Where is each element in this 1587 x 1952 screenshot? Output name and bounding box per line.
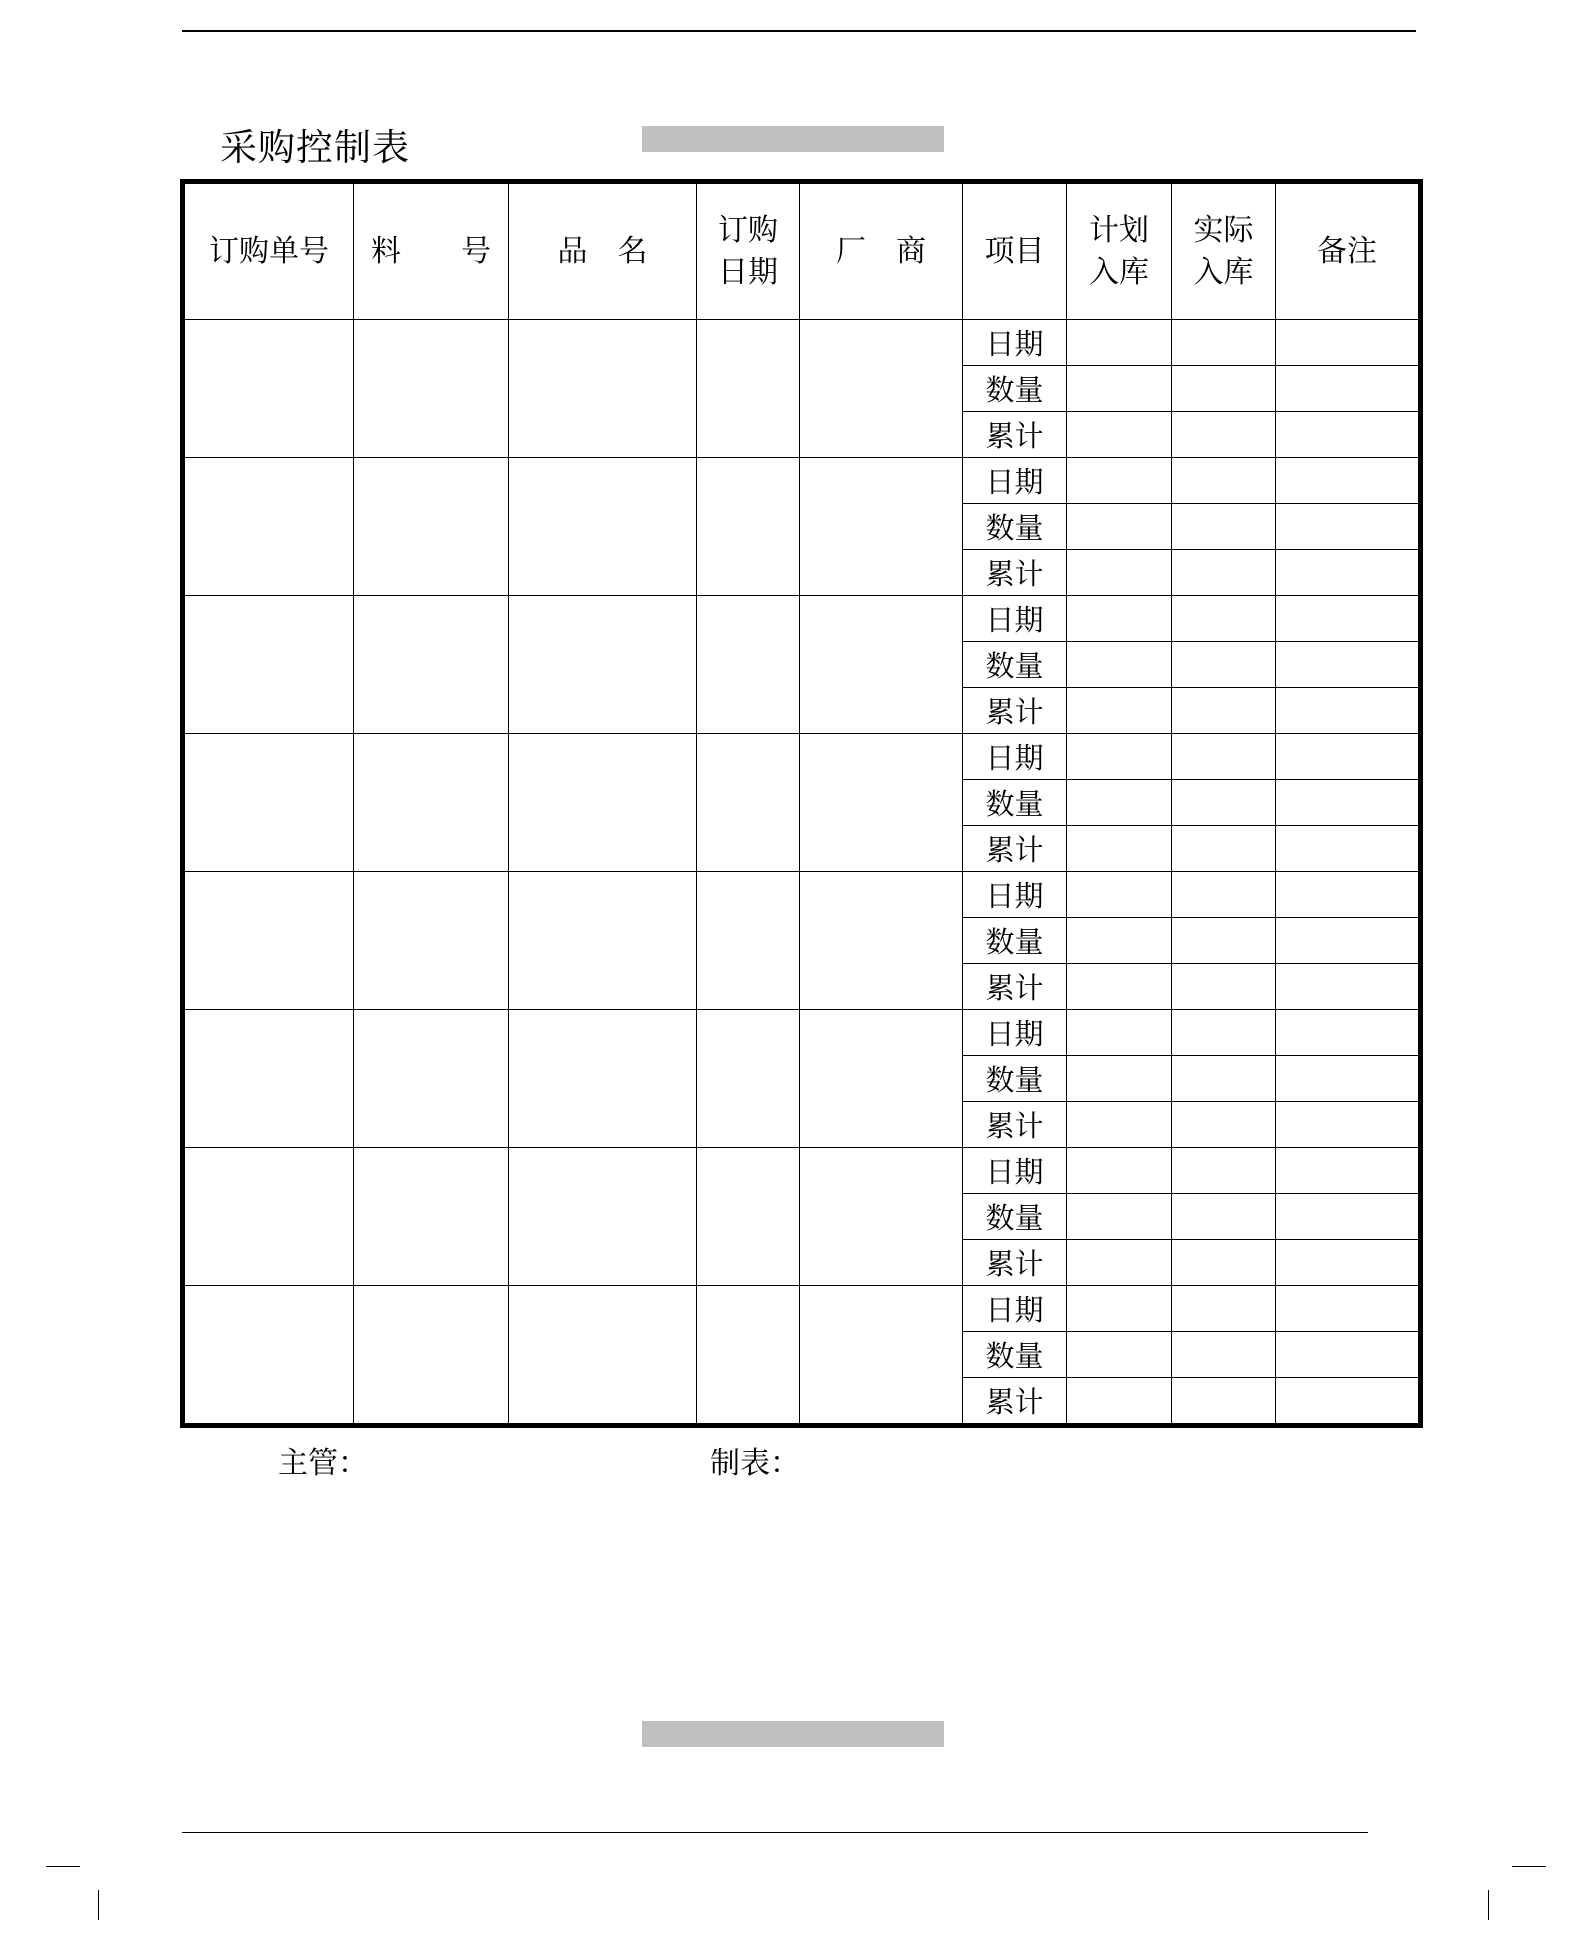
header-order-number bbox=[183, 182, 354, 320]
cell-remarks[interactable] bbox=[1276, 1332, 1421, 1378]
cell-actual-receipt[interactable] bbox=[1172, 872, 1276, 918]
cell-order-number[interactable] bbox=[183, 1286, 354, 1426]
cell-planned-receipt[interactable] bbox=[1067, 320, 1172, 366]
cell-actual-receipt[interactable] bbox=[1172, 1240, 1276, 1286]
cell-actual-receipt[interactable] bbox=[1172, 918, 1276, 964]
cell-remarks[interactable] bbox=[1276, 918, 1421, 964]
cell-item-label: 累计 bbox=[963, 1378, 1067, 1426]
header-remarks bbox=[1276, 182, 1421, 320]
cell-part-number[interactable] bbox=[354, 596, 509, 734]
cell-order-date[interactable] bbox=[697, 734, 800, 872]
cell-vendor[interactable] bbox=[800, 320, 963, 458]
cell-planned-receipt[interactable] bbox=[1067, 458, 1172, 504]
cell-planned-receipt[interactable] bbox=[1067, 642, 1172, 688]
header-vendor-label: 厂 商 bbox=[836, 233, 926, 269]
cell-remarks[interactable] bbox=[1276, 366, 1421, 412]
cell-item-label: 数量 bbox=[963, 642, 1067, 688]
table-row bbox=[183, 734, 1421, 780]
header-row bbox=[183, 182, 1421, 320]
cell-order-number[interactable] bbox=[183, 320, 354, 458]
table-row bbox=[183, 320, 1421, 366]
cell-item-label: 数量 bbox=[963, 1056, 1067, 1102]
cell-product-name[interactable] bbox=[509, 320, 697, 458]
cell-item-label: 累计 bbox=[963, 964, 1067, 1010]
cell-planned-receipt[interactable] bbox=[1067, 1056, 1172, 1102]
cell-remarks[interactable] bbox=[1276, 872, 1421, 918]
header-remarks-label: 备注 bbox=[1317, 233, 1377, 269]
cell-actual-receipt[interactable] bbox=[1172, 550, 1276, 596]
cell-planned-receipt[interactable] bbox=[1067, 918, 1172, 964]
cell-order-date[interactable] bbox=[697, 1286, 800, 1426]
header-actual-receipt-label: 实际 入库 bbox=[1193, 212, 1254, 290]
cell-actual-receipt[interactable] bbox=[1172, 1332, 1276, 1378]
cell-remarks[interactable] bbox=[1276, 458, 1421, 504]
cell-planned-receipt[interactable] bbox=[1067, 550, 1172, 596]
crop-mark-left-horizontal bbox=[46, 1866, 80, 1867]
cell-planned-receipt[interactable] bbox=[1067, 872, 1172, 918]
header-part-number-label: 料 号 bbox=[371, 233, 491, 269]
bottom-rule bbox=[182, 1832, 1368, 1833]
cell-planned-receipt[interactable] bbox=[1067, 1378, 1172, 1426]
top-rule bbox=[182, 30, 1416, 32]
cell-part-number[interactable] bbox=[354, 1010, 509, 1148]
cell-item-label: 累计 bbox=[963, 1102, 1067, 1148]
cell-remarks[interactable] bbox=[1276, 1194, 1421, 1240]
cell-remarks[interactable] bbox=[1276, 1010, 1421, 1056]
cell-planned-receipt[interactable] bbox=[1067, 1148, 1172, 1194]
cell-actual-receipt[interactable] bbox=[1172, 412, 1276, 458]
cell-planned-receipt[interactable] bbox=[1067, 1102, 1172, 1148]
table-row bbox=[183, 596, 1421, 642]
supervisor-signature-label: 主管： bbox=[278, 1446, 368, 1481]
cell-planned-receipt[interactable] bbox=[1067, 780, 1172, 826]
cell-actual-receipt[interactable] bbox=[1172, 734, 1276, 780]
cell-item-label: 数量 bbox=[963, 918, 1067, 964]
cell-order-date[interactable] bbox=[697, 596, 800, 734]
cell-vendor[interactable] bbox=[800, 1286, 963, 1426]
cell-order-number[interactable] bbox=[183, 596, 354, 734]
header-planned-receipt bbox=[1067, 182, 1172, 320]
header-product-name-label: 品 名 bbox=[557, 233, 648, 269]
cell-planned-receipt[interactable] bbox=[1067, 1010, 1172, 1056]
table-body bbox=[183, 320, 1421, 1426]
purchase-control-table bbox=[180, 179, 1423, 1428]
cell-actual-receipt[interactable] bbox=[1172, 458, 1276, 504]
crop-mark-right-horizontal bbox=[1512, 1866, 1546, 1867]
cell-remarks[interactable] bbox=[1276, 1056, 1421, 1102]
cell-remarks[interactable] bbox=[1276, 1378, 1421, 1426]
cell-item-label: 日期 bbox=[963, 596, 1067, 642]
cell-order-date[interactable] bbox=[697, 1148, 800, 1286]
table-row bbox=[183, 1148, 1421, 1194]
cell-planned-receipt[interactable] bbox=[1067, 504, 1172, 550]
cell-part-number[interactable] bbox=[354, 872, 509, 1010]
cell-actual-receipt[interactable] bbox=[1172, 1378, 1276, 1426]
cell-remarks[interactable] bbox=[1276, 596, 1421, 642]
cell-order-number[interactable] bbox=[183, 1148, 354, 1286]
cell-remarks[interactable] bbox=[1276, 504, 1421, 550]
header-actual-receipt bbox=[1172, 182, 1276, 320]
cell-item-label: 日期 bbox=[963, 320, 1067, 366]
cell-planned-receipt[interactable] bbox=[1067, 412, 1172, 458]
cell-actual-receipt[interactable] bbox=[1172, 964, 1276, 1010]
crop-mark-left-vertical bbox=[98, 1890, 99, 1920]
cell-remarks[interactable] bbox=[1276, 1102, 1421, 1148]
header-item bbox=[963, 182, 1067, 320]
cell-remarks[interactable] bbox=[1276, 1148, 1421, 1194]
header-order-date bbox=[697, 182, 800, 320]
cell-remarks[interactable] bbox=[1276, 320, 1421, 366]
cell-planned-receipt[interactable] bbox=[1067, 1332, 1172, 1378]
cell-order-date[interactable] bbox=[697, 872, 800, 1010]
cell-item-label: 累计 bbox=[963, 550, 1067, 596]
cell-order-number[interactable] bbox=[183, 458, 354, 596]
cell-remarks[interactable] bbox=[1276, 1286, 1421, 1332]
header-order-number-label: 订购单号 bbox=[209, 233, 329, 269]
cell-planned-receipt[interactable] bbox=[1067, 826, 1172, 872]
cell-vendor[interactable] bbox=[800, 1148, 963, 1286]
cell-order-date[interactable] bbox=[697, 1010, 800, 1148]
header-product-name bbox=[509, 182, 697, 320]
cell-actual-receipt[interactable] bbox=[1172, 596, 1276, 642]
cell-vendor[interactable] bbox=[800, 1010, 963, 1148]
cell-product-name[interactable] bbox=[509, 596, 697, 734]
cell-vendor[interactable] bbox=[800, 596, 963, 734]
cell-planned-receipt[interactable] bbox=[1067, 1194, 1172, 1240]
table-row bbox=[183, 1010, 1421, 1056]
cell-item-label: 数量 bbox=[963, 1332, 1067, 1378]
cell-actual-receipt[interactable] bbox=[1172, 366, 1276, 412]
table-row bbox=[183, 1286, 1421, 1332]
cell-vendor[interactable] bbox=[800, 734, 963, 872]
table-row bbox=[183, 458, 1421, 504]
cell-planned-receipt[interactable] bbox=[1067, 964, 1172, 1010]
cell-remarks[interactable] bbox=[1276, 550, 1421, 596]
cell-remarks[interactable] bbox=[1276, 964, 1421, 1010]
cell-planned-receipt[interactable] bbox=[1067, 734, 1172, 780]
footer-placeholder-bar bbox=[642, 1721, 944, 1747]
cell-remarks[interactable] bbox=[1276, 1240, 1421, 1286]
header-part-number bbox=[354, 182, 509, 320]
cell-actual-receipt[interactable] bbox=[1172, 320, 1276, 366]
cell-item-label: 日期 bbox=[963, 1010, 1067, 1056]
cell-item-label: 日期 bbox=[963, 458, 1067, 504]
cell-actual-receipt[interactable] bbox=[1172, 504, 1276, 550]
cell-planned-receipt[interactable] bbox=[1067, 1240, 1172, 1286]
cell-remarks[interactable] bbox=[1276, 826, 1421, 872]
cell-order-number[interactable] bbox=[183, 1010, 354, 1148]
cell-order-date[interactable] bbox=[697, 458, 800, 596]
cell-planned-receipt[interactable] bbox=[1067, 366, 1172, 412]
cell-vendor[interactable] bbox=[800, 872, 963, 1010]
cell-item-label: 数量 bbox=[963, 1194, 1067, 1240]
cell-actual-receipt[interactable] bbox=[1172, 826, 1276, 872]
cell-product-name[interactable] bbox=[509, 872, 697, 1010]
cell-actual-receipt[interactable] bbox=[1172, 1286, 1276, 1332]
cell-product-name[interactable] bbox=[509, 1010, 697, 1148]
preparer-signature-label: 制表： bbox=[710, 1446, 800, 1481]
cell-actual-receipt[interactable] bbox=[1172, 688, 1276, 734]
header-order-date-label: 订购 日期 bbox=[718, 212, 778, 290]
cell-part-number[interactable] bbox=[354, 320, 509, 458]
cell-actual-receipt[interactable] bbox=[1172, 642, 1276, 688]
cell-remarks[interactable] bbox=[1276, 780, 1421, 826]
cell-item-label: 数量 bbox=[963, 504, 1067, 550]
cell-actual-receipt[interactable] bbox=[1172, 780, 1276, 826]
cell-remarks[interactable] bbox=[1276, 642, 1421, 688]
cell-order-number[interactable] bbox=[183, 872, 354, 1010]
document-title: 采购控制表 bbox=[220, 126, 410, 169]
header-item-label: 项目 bbox=[984, 233, 1045, 269]
cell-item-label: 日期 bbox=[963, 734, 1067, 780]
cell-item-label: 数量 bbox=[963, 780, 1067, 826]
cell-product-name[interactable] bbox=[509, 458, 697, 596]
crop-mark-right-vertical bbox=[1488, 1890, 1489, 1920]
cell-remarks[interactable] bbox=[1276, 412, 1421, 458]
cell-item-label: 累计 bbox=[963, 826, 1067, 872]
cell-item-label: 累计 bbox=[963, 688, 1067, 734]
table-row bbox=[183, 872, 1421, 918]
cell-part-number[interactable] bbox=[354, 734, 509, 872]
cell-item-label: 日期 bbox=[963, 1148, 1067, 1194]
cell-part-number[interactable] bbox=[354, 1286, 509, 1426]
cell-planned-receipt[interactable] bbox=[1067, 688, 1172, 734]
cell-item-label: 日期 bbox=[963, 1286, 1067, 1332]
cell-product-name[interactable] bbox=[509, 734, 697, 872]
cell-actual-receipt[interactable] bbox=[1172, 1102, 1276, 1148]
cell-item-label: 累计 bbox=[963, 1240, 1067, 1286]
cell-item-label: 日期 bbox=[963, 872, 1067, 918]
cell-actual-receipt[interactable] bbox=[1172, 1056, 1276, 1102]
header-planned-receipt-label: 计划 入库 bbox=[1089, 212, 1149, 290]
cell-product-name[interactable] bbox=[509, 1286, 697, 1426]
cell-remarks[interactable] bbox=[1276, 688, 1421, 734]
cell-actual-receipt[interactable] bbox=[1172, 1194, 1276, 1240]
header-placeholder-bar bbox=[642, 126, 944, 152]
cell-vendor[interactable] bbox=[800, 458, 963, 596]
cell-planned-receipt[interactable] bbox=[1067, 1286, 1172, 1332]
cell-order-number[interactable] bbox=[183, 734, 354, 872]
cell-planned-receipt[interactable] bbox=[1067, 596, 1172, 642]
cell-actual-receipt[interactable] bbox=[1172, 1148, 1276, 1194]
cell-item-label: 数量 bbox=[963, 366, 1067, 412]
cell-product-name[interactable] bbox=[509, 1148, 697, 1286]
cell-actual-receipt[interactable] bbox=[1172, 1010, 1276, 1056]
cell-order-date[interactable] bbox=[697, 320, 800, 458]
cell-part-number[interactable] bbox=[354, 1148, 509, 1286]
cell-item-label: 累计 bbox=[963, 412, 1067, 458]
cell-part-number[interactable] bbox=[354, 458, 509, 596]
cell-remarks[interactable] bbox=[1276, 734, 1421, 780]
header-vendor bbox=[800, 182, 963, 320]
